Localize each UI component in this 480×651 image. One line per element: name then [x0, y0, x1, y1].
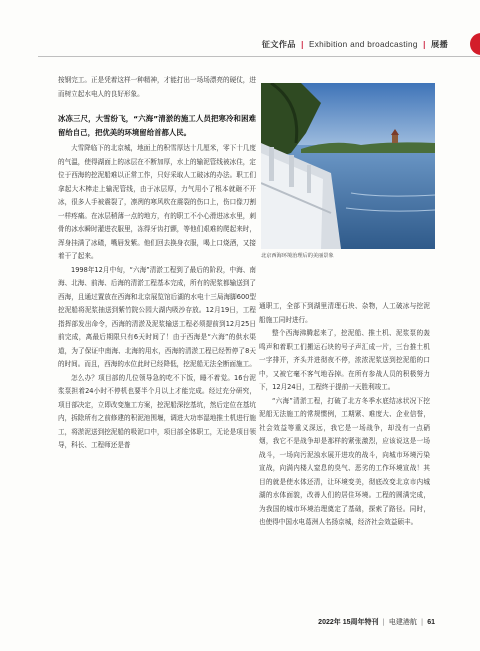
section-title-cn: 征文作品	[261, 39, 296, 49]
page-footer	[318, 617, 435, 627]
page-number: 61	[427, 619, 435, 626]
page-tab-marker	[470, 33, 480, 55]
paragraph: “六海”清淤工程，打破了北方冬季水底结冰状况下挖泥船无法施工的常规惯例，工期紧、难度大、企业信誉，社会效益等重义深远，我它是一场战争，却没有一点硝烟，我它不是战争却是那样的紧张激烈，应该说这是一场战斗，一场向污泥浊水展开进攻的战斗，向城市环境污染宣战，向满内楼人窒息的臭气、恶劣的工作环境宣战！其目的就是使水体还清，让环境变美，彻底改变北京市内城湖的水体面貌，改善人们的居住环境。工程的圆满完成，为我国的城市环境治理奠定了基础，探索了路径。同时，也使得中国水电葛洲人名扬京城，经济社会效益硕丰。	[259, 396, 430, 526]
subheading: 冰冻三尺，大雪纷飞，“六海”清淤的施工人员把寒冷和困难留给自己，把优美的环境留给首都人民。	[58, 114, 256, 137]
paragraph: 1998年12月中旬，“六海”清淤工程到了最后的阶段，中海、南海、北海、前海、后海的清淤工程基本完成，所有的泥浆都输送到了西海，且通过置放在西海和北京展览馆后湖的水电十三局海脚600型挖泥船将泥浆抽送到紫竹院公园大湖内吸沙存放。12月19日，工程指挥部发出命令，西海的清淤及泥浆输送工程必须提前到12月25日前完成，离最后期限只有6天时间了！由于西海是“六海”的供水渠道，为了保证中南海、北海的用水，西海的清淤工程已经暂停了8天的时间。而且，西海的水位此时已经降低，挖泥船无法全断面施工。	[58, 265, 256, 368]
paragraph: 怎么办？项目部的几位领导急的吃不下饭，睡不着觉。16台泥浆泵担着24小时不停机也要半个月以上才能完成。经过充分研究，项目部决定，立即改变施工方案，挖泥船深挖基坑，然后定位在基坑内，拆除所有之前修建的积泥池围堰，调进大功率湿地推土机进行施工，将淤泥送到挖泥船的吸泥口中，项目部全体职工，无论是项目领导，科长、工程师还是普	[58, 373, 256, 449]
footer-separator: |	[382, 618, 385, 626]
lake-photo	[261, 83, 435, 249]
lake-photo-illustration	[261, 83, 435, 249]
issue-label: 2022年 15周年特刊	[318, 619, 379, 626]
right-column	[259, 300, 430, 530]
journal-name: 电建港航	[388, 618, 417, 626]
section-label: 展播	[431, 39, 448, 49]
section-header	[262, 39, 448, 50]
paragraph: 整个西海沸腾起来了，挖泥船、推土机、泥浆泵的轰鸣声和着职工们搬运石块的号子声汇成一片，三台推土机一字排开，齐头并进彻夜不停，浓浓泥浆送到挖泥船的口中，又被它毫不客气地吞掉。在所有参战人员的积极努力下，12月24日，工程终于提前一天胜利竣工。	[259, 329, 430, 391]
paragraph: 按钢完工。正是凭着这样一种精神，才能打出一场场漂亮的硬仗，进而树立起水电人的良好形象。	[58, 76, 256, 98]
header-separator-2: |	[422, 39, 427, 49]
header-separator: |	[300, 39, 305, 49]
section-title-en: Exhibition and broadcasting	[309, 40, 418, 49]
footer-separator-2: |	[420, 618, 424, 626]
paragraph: 通职工，全部下到湖里清理石块、杂物，人工破冰与挖泥船施工同时进行。	[259, 302, 430, 324]
paragraph: 大雪降临下的北京城，地面上的积雪厚达十几厘米，零下十几度的气温，使得湖面上的冰层在不断加厚，水上的输泥管线被冰住，定位于西海的挖泥船难以正常工作，只好采取人工破冰的办法。职工们拿起大木棒走上输泥管线，由于冰层厚，力气用小了根本就砸不开冰，很多人手被震裂了，凛冽的寒风吹在震裂的伤口上，伤口像刀割一样疼痛。在冰层稍薄一点的地方，有的职工不小心滑进冰水里，刺骨的冰水瞬时灌进衣服里，冻得牙齿打颤，等他们艰难的爬起来时，浑身挂满了冰碴，嘴唇发紫。他们回去换身衣服，喝上口烧酒，又接着干了起来。	[58, 144, 256, 260]
left-column	[58, 74, 256, 453]
photo-caption: 北京西海环境治理后的美丽景象	[261, 253, 334, 259]
page-header	[0, 0, 480, 60]
header-divider	[38, 56, 480, 57]
